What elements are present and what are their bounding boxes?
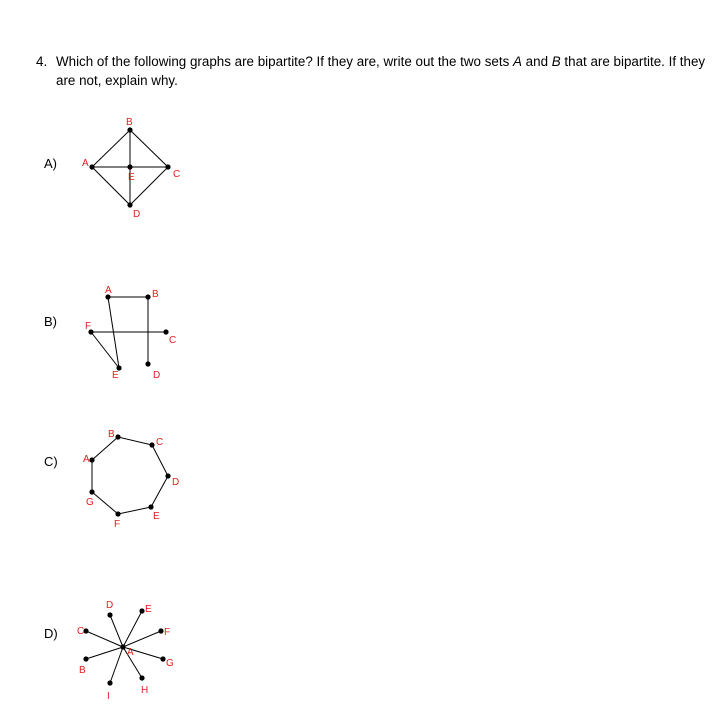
graph-a-vertex-E bbox=[127, 164, 132, 169]
graph-b-vertex-B bbox=[145, 294, 150, 299]
graph-a-vertex-label-A: A bbox=[82, 158, 89, 169]
graph-c-edge-BC bbox=[118, 437, 152, 445]
graph-d-edge-AB bbox=[86, 647, 123, 659]
graph-c-edge-AB bbox=[92, 437, 118, 460]
graph-d-vertex-label-G: G bbox=[166, 658, 174, 669]
graph-c bbox=[83, 429, 179, 530]
graph-d-vertex-G bbox=[160, 656, 165, 661]
graph-a-edge-AB bbox=[92, 130, 130, 167]
part-a-label: A) bbox=[44, 156, 57, 171]
graph-c-vertex-E bbox=[148, 504, 153, 509]
graph-a-vertex-A bbox=[89, 164, 94, 169]
graph-d-vertex-F bbox=[158, 628, 163, 633]
part-c-label: C) bbox=[44, 454, 58, 469]
graph-b-vertex-label-E: E bbox=[112, 370, 119, 381]
graph-d-vertex-A bbox=[120, 644, 125, 649]
part-b-label: B) bbox=[44, 314, 57, 329]
graph-a bbox=[82, 117, 180, 220]
graph-c-vertex-label-E: E bbox=[153, 511, 160, 522]
graph-d-vertex-label-C: C bbox=[77, 626, 85, 637]
graph-c-vertex-F bbox=[115, 511, 120, 516]
graph-c-vertex-label-B: B bbox=[108, 429, 115, 440]
graph-d-edge-AI bbox=[110, 647, 123, 683]
graph-c-edge-FG bbox=[92, 492, 118, 514]
graph-a-vertex-label-B: B bbox=[126, 117, 133, 128]
graph-c-edge-DE bbox=[151, 476, 168, 507]
graph-d-vertex-label-I: I bbox=[107, 691, 110, 702]
graph-d-vertex-label-H: H bbox=[141, 685, 149, 696]
graph-c-vertex-G bbox=[89, 489, 94, 494]
graph-a-vertex-label-E: E bbox=[128, 172, 135, 183]
graph-c-vertex-label-D: D bbox=[172, 477, 180, 488]
graph-c-vertex-label-A: A bbox=[83, 454, 90, 465]
graph-d-vertex-label-A: A bbox=[127, 647, 134, 658]
graph-c-vertex-label-C: C bbox=[156, 437, 164, 448]
graph-a-vertex-C bbox=[165, 164, 170, 169]
graph-a-vertex-D bbox=[127, 202, 132, 207]
graph-c-edge-CD bbox=[152, 445, 168, 476]
graph-d-vertex-E bbox=[139, 608, 144, 613]
graph-c-edge-EF bbox=[118, 507, 151, 514]
graph-a-vertex-B bbox=[127, 127, 132, 132]
graph-d-vertex-label-E: E bbox=[145, 604, 152, 615]
graph-c-vertex-label-G: G bbox=[86, 497, 94, 508]
graph-d-vertex-B bbox=[83, 656, 88, 661]
graph-c-vertex-label-F: F bbox=[114, 519, 121, 530]
graph-a-edge-DA bbox=[92, 167, 130, 205]
graph-d-vertex-I bbox=[107, 680, 112, 685]
graph-b-vertex-label-B: B bbox=[152, 289, 159, 300]
graph-d bbox=[77, 600, 174, 702]
graph-d-edge-AE bbox=[123, 611, 142, 647]
graph-a-edge-CD bbox=[130, 167, 168, 205]
graph-d-vertex-label-B: B bbox=[79, 665, 86, 676]
graph-d-vertex-H bbox=[139, 675, 144, 680]
graph-b-vertex-label-F: F bbox=[85, 321, 92, 332]
question-text: Which of the following graphs are bipartite? If they are, write out the two sets A and B that are bipartite. If they are not, explain why. bbox=[56, 54, 706, 88]
graph-b-vertex-C bbox=[163, 329, 168, 334]
graph-c-vertex-C bbox=[149, 442, 154, 447]
graph-c-vertex-B bbox=[115, 434, 120, 439]
graph-b-vertex-label-D: D bbox=[153, 370, 161, 381]
graph-c-vertex-D bbox=[165, 473, 170, 478]
question-number: 4. bbox=[36, 54, 48, 69]
graph-c-vertex-A bbox=[89, 457, 94, 462]
graph-d-vertex-D bbox=[107, 612, 112, 617]
graph-b-vertex-label-A: A bbox=[105, 285, 112, 296]
graph-b-edge-FE bbox=[91, 332, 119, 368]
graph-d-edge-AF bbox=[123, 631, 161, 647]
graph-d-vertex-label-F: F bbox=[164, 627, 171, 638]
graph-b-vertex-D bbox=[145, 361, 150, 366]
graph-b-vertex-label-C: C bbox=[169, 335, 177, 346]
graph-a-edge-BC bbox=[130, 130, 168, 167]
graph-b bbox=[85, 285, 176, 381]
graph-d-vertex-label-D: D bbox=[106, 600, 114, 611]
graph-a-vertex-label-C: C bbox=[173, 169, 181, 180]
graph-a-vertex-label-D: D bbox=[133, 209, 141, 220]
part-d-label: D) bbox=[44, 626, 58, 641]
